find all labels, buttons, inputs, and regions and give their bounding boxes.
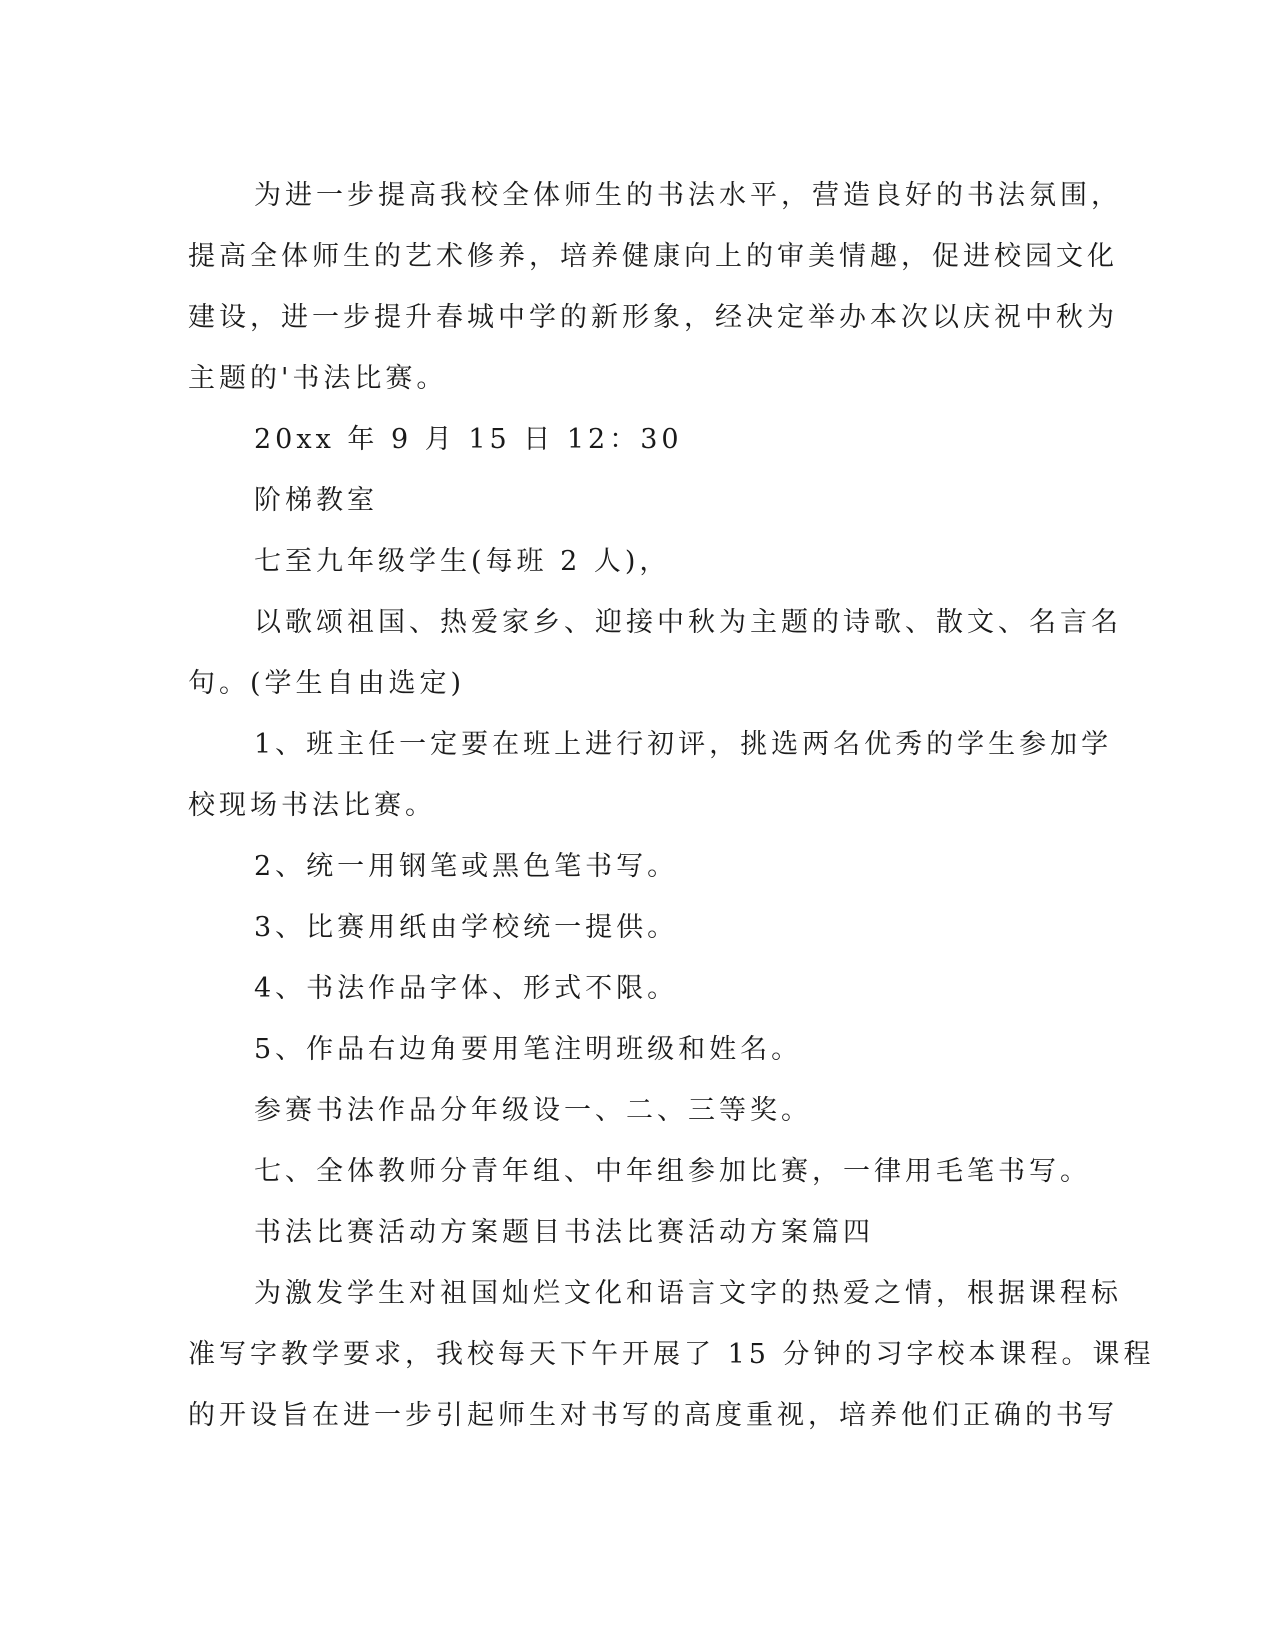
paragraph-course bbox=[188, 1263, 1155, 1446]
text-line: 为激发学生对祖国灿烂文化和语言文字的热爱之情，根据课程标 bbox=[254, 1278, 1122, 1309]
paragraph-intro bbox=[188, 165, 1122, 409]
section-heading bbox=[188, 1202, 1078, 1263]
text-line: 1、班主任一定要在班上进行初评，挑选两名优秀的学生参加学 bbox=[254, 729, 1113, 760]
document-body bbox=[188, 165, 1155, 1446]
text-line: 建设，进一步提升春城中学的新形象，经决定举办本次以庆祝中秋为 bbox=[188, 302, 1118, 333]
text-line: 阶梯教室 bbox=[254, 485, 378, 516]
text-line: 4、书法作品字体、形式不限。 bbox=[254, 973, 679, 1004]
paragraph-time bbox=[188, 409, 1078, 470]
paragraph-participants bbox=[188, 531, 1078, 592]
text-line: 主题的'书法比赛。 bbox=[188, 363, 448, 394]
text-line: 3、比赛用纸由学校统一提供。 bbox=[254, 912, 679, 943]
paragraph-rule-1 bbox=[188, 714, 1113, 836]
paragraph-rule-4 bbox=[188, 958, 1078, 1019]
paragraph-rule-2 bbox=[188, 836, 1078, 897]
paragraph-theme bbox=[188, 592, 1122, 714]
text-line: 2、统一用钢笔或黑色笔书写。 bbox=[254, 851, 679, 882]
paragraph-awards bbox=[188, 1080, 1078, 1141]
text-line: 提高全体师生的艺术修养，培养健康向上的审美情趣，促进校园文化 bbox=[188, 241, 1118, 272]
text-line: 5、作品右边角要用笔注明班级和姓名。 bbox=[254, 1034, 803, 1065]
paragraph-rule-5 bbox=[188, 1019, 1078, 1080]
paragraph-teachers bbox=[188, 1141, 1091, 1202]
text-line: 七至九年级学生(每班 2 人)， bbox=[254, 546, 671, 577]
text-line: 以歌颂祖国、热爱家乡、迎接中秋为主题的诗歌、散文、名言名 bbox=[254, 607, 1122, 638]
text-line: 为进一步提高我校全体师生的书法水平，营造良好的书法氛围， bbox=[254, 180, 1122, 211]
text-line: 书法比赛活动方案题目书法比赛活动方案篇四 bbox=[254, 1217, 874, 1248]
text-line: 的开设旨在进一步引起师生对书写的高度重视，培养他们正确的书写 bbox=[188, 1400, 1118, 1431]
text-line: 七、全体教师分青年组、中年组参加比赛，一律用毛笔书写。 bbox=[254, 1156, 1091, 1187]
paragraph-rule-3 bbox=[188, 897, 1078, 958]
text-line: 校现场书法比赛。 bbox=[188, 790, 436, 821]
paragraph-location bbox=[188, 470, 1078, 531]
text-line: 句。(学生自由选定) bbox=[188, 668, 466, 699]
text-line: 准写字教学要求，我校每天下午开展了 15 分钟的习字校本课程。课程 bbox=[188, 1339, 1155, 1370]
text-line: 参赛书法作品分年级设一、二、三等奖。 bbox=[254, 1095, 812, 1126]
text-line: 20xx 年 9 月 15 日 12：30 bbox=[254, 424, 683, 455]
